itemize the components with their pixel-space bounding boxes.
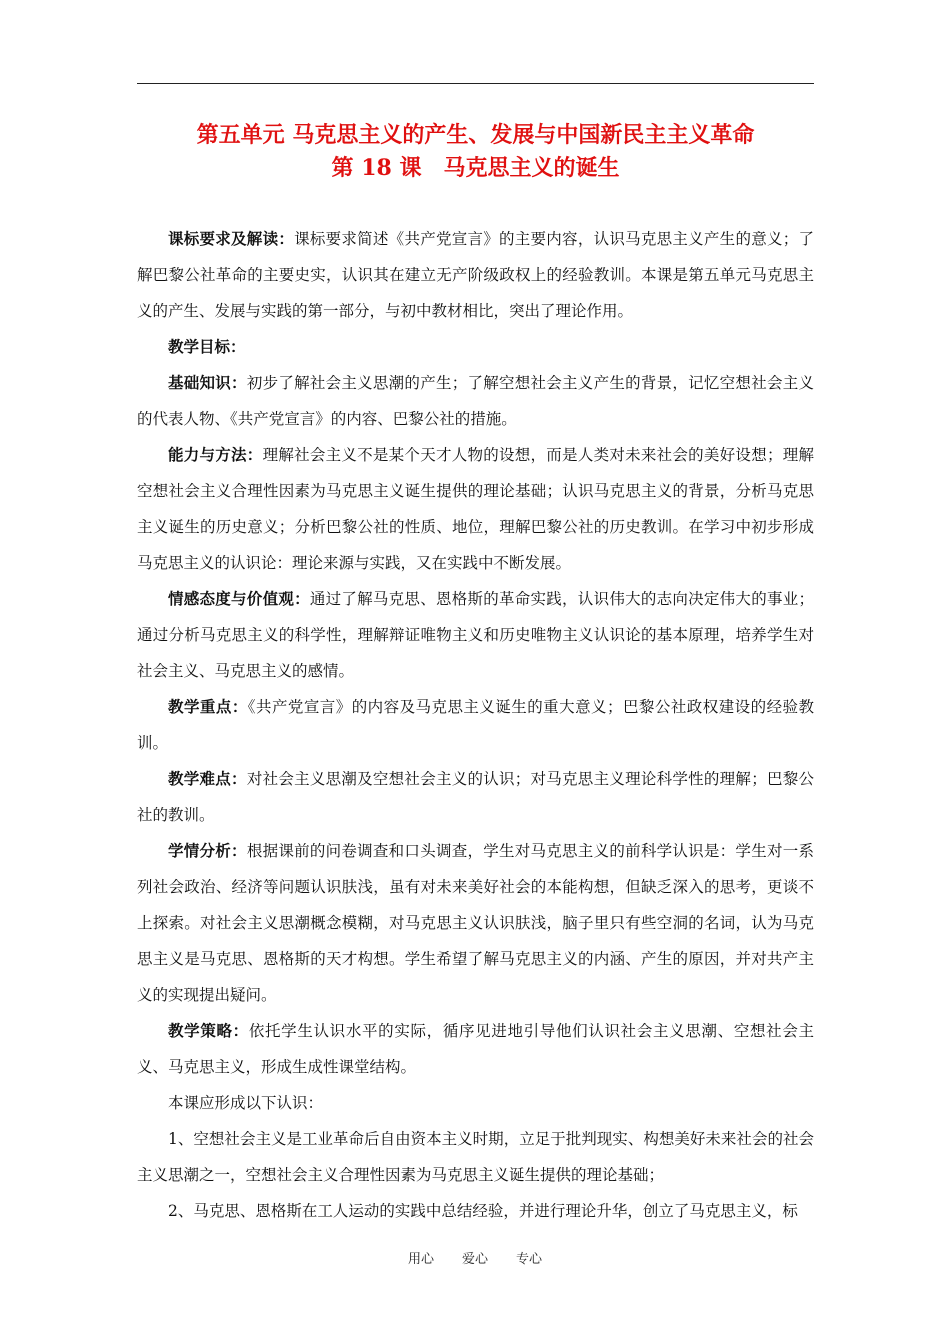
paragraph-label: 情感态度与价值观：: [168, 589, 310, 608]
paragraph: [137, 365, 814, 437]
paragraph-label: 教学难点：: [168, 769, 247, 788]
paragraph: [137, 1193, 814, 1229]
paragraph: [137, 329, 814, 365]
paragraph: [137, 581, 814, 689]
paragraph-text: 初步了解社会主义思潮的产生；了解空想社会主义产生的背景，记忆空想社会主义的代表人物、《共产党宣言》的内容、巴黎公社的措施。: [137, 374, 814, 428]
paragraph-label: 教学重点：: [168, 697, 248, 716]
paragraph: [137, 761, 814, 833]
paragraph-label: 教学目标：: [168, 337, 246, 356]
paragraph-text: 1、空想社会主义是工业革命后自由资本主义时期，立足于批判现实、构想美好未来社会的社会主义思潮之一，空想社会主义合理性因素为马克思主义诞生提供的理论基础；: [137, 1130, 814, 1184]
paragraph-text: 对社会主义思潮及空想社会主义的认识；对马克思主义理论科学性的理解；巴黎公社的教训。: [137, 770, 814, 824]
paragraph-label: 学情分析：: [168, 841, 247, 860]
paragraph-text: 通过了解马克思、恩格斯的革命实践，认识伟大的志向决定伟大的事业；通过分析马克思主义的科学性，理解辩证唯物主义和历史唯物主义认识论的基本原理，培养学生对社会主义、马克思主义的感情。: [137, 590, 814, 680]
paragraph: [137, 689, 814, 761]
paragraph-text: 《共产党宣言》的内容及马克思主义诞生的重大意义；巴黎公社政权建设的经验教训。: [137, 698, 814, 752]
footer-word: 专心: [516, 1252, 543, 1267]
paragraph: [137, 833, 814, 1013]
lesson-title: 第 18 课 马克思主义的诞生: [331, 155, 620, 181]
paragraph: [137, 1085, 814, 1121]
paragraph-text: 2、马克思、恩格斯在工人运动的实践中总结经验，并进行理论升华，创立了马克思主义，标: [168, 1202, 798, 1220]
paragraph: [137, 1013, 814, 1085]
paragraph-label: 教学策略：: [168, 1021, 249, 1040]
paragraph-text: 课标要求简述《共产党宣言》的主要内容，认识马克思主义产生的意义；了解巴黎公社革命的主要史实，认识其在建立无产阶级政权上的经验教训。本课是第五单元马克思主义的产生、发展与实践的第一部分，与初中教材相比，突出了理论作用。: [137, 230, 814, 320]
paragraph-text: 根据课前的问卷调查和口头调查，学生对马克思主义的前科学认识是：学生对一系列社会政治、经济等问题认识肤浅，虽有对未来美好社会的本能构想，但缺乏深入的思考，更谈不上探索。对社会主义思潮概念模糊，对马克思主义认识肤浅，脑子里只有些空洞的名词，认为马克思主义是马克思、恩格斯的天才构想。学生希望了解马克思主义的内涵、产生的原因，并对共产主义的实现提出疑问。: [137, 842, 814, 1004]
unit-title: 第五单元 马克思主义的产生、发展与中国新民主主义革命: [196, 122, 755, 148]
footer-word: 用心: [407, 1252, 434, 1267]
paragraph-text: 本课应形成以下认识：: [168, 1094, 324, 1112]
paragraph-label: 能力与方法：: [168, 445, 263, 464]
paragraph-label: 课标要求及解读：: [168, 229, 295, 248]
paragraph: [137, 437, 814, 581]
header-rule: [137, 83, 814, 84]
paragraph: [137, 1121, 814, 1193]
footer-word: 爱心: [461, 1252, 488, 1267]
paragraph-text: 理解社会主义不是某个天才人物的设想，而是人类对未来社会的美好设想；理解空想社会主义合理性因素为马克思主义诞生提供的理论基础；认识马克思主义的背景，分析马克思主义诞生的历史意义；分析巴黎公社的性质、地位，理解巴黎公社的历史教训。在学习中初步形成马克思主义的认识论：理论来源与实践，又在实践中不断发展。: [137, 446, 814, 572]
page-footer: [0, 1248, 950, 1267]
paragraph-text: 依托学生认识水平的实际，循序见进地引导他们认识社会主义思潮、空想社会主义、马克思主义，形成生成性课堂结构。: [137, 1022, 814, 1076]
paragraph-label: 基础知识：: [168, 373, 247, 392]
document-body: [137, 221, 814, 1229]
paragraph: [137, 221, 814, 329]
